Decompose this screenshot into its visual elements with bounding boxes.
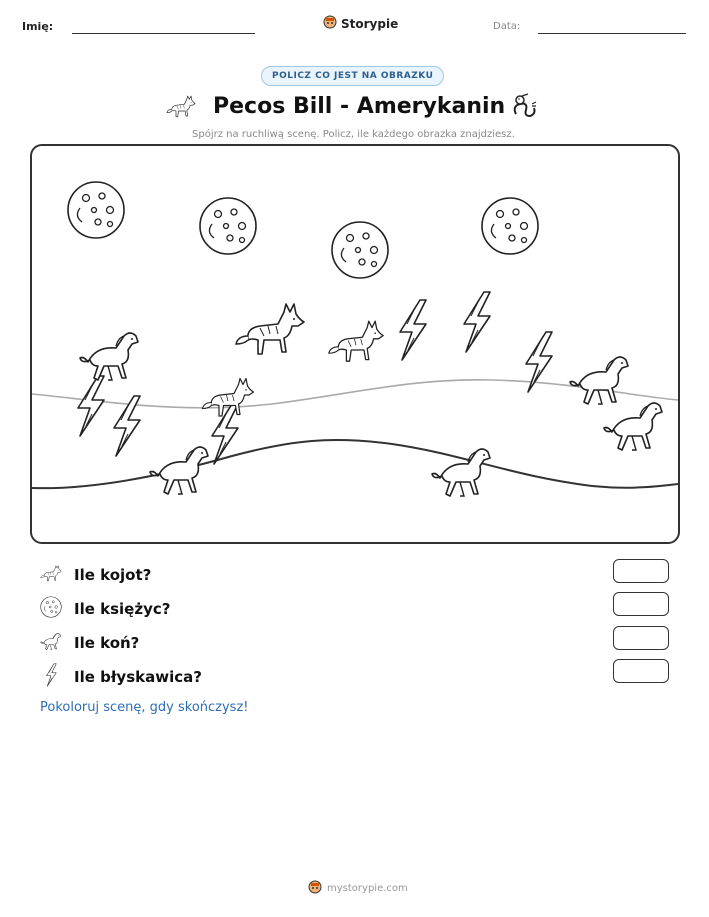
horse-item xyxy=(604,403,662,450)
answer-box-coyote[interactable] xyxy=(613,559,669,583)
moon-item xyxy=(482,198,538,254)
moon-icon xyxy=(40,596,62,622)
coyote-item xyxy=(329,321,383,361)
moon-item xyxy=(68,182,124,238)
moon-item xyxy=(200,198,256,254)
horse-item xyxy=(570,357,628,404)
coyote-item xyxy=(236,304,304,354)
storypie-mascot-icon xyxy=(308,880,322,897)
question-row-lightning xyxy=(40,660,672,694)
question-text: Ile księżyc? xyxy=(74,600,171,618)
question-row-moon xyxy=(40,592,672,626)
date-line[interactable] xyxy=(538,33,686,34)
brand-name: Storypie xyxy=(341,16,399,31)
question-text: Ile kojot? xyxy=(74,566,152,584)
activity-badge: POLICZ CO JEST NA OBRAZKU xyxy=(261,66,444,86)
horse-icon xyxy=(40,631,62,655)
instructions: Spójrz na ruchliwą scenę. Policz, ile każdego obrazka znajdziesz. xyxy=(192,129,515,140)
question-row-coyote xyxy=(40,558,672,592)
answer-box-lightning[interactable] xyxy=(613,659,669,683)
lightning-item xyxy=(400,300,426,360)
name-label: Imię: xyxy=(22,20,54,33)
hill-line-front xyxy=(32,440,678,488)
site-footer xyxy=(308,880,408,897)
brand-logo xyxy=(323,15,398,32)
lightning-item xyxy=(114,396,140,456)
answer-box-moon[interactable] xyxy=(613,592,669,616)
coyote-title-icon xyxy=(166,92,196,124)
horse-item xyxy=(80,333,138,380)
name-line[interactable] xyxy=(72,33,255,34)
moon-item xyxy=(332,222,388,278)
lightning-icon xyxy=(40,663,62,691)
question-row-horse xyxy=(40,626,672,660)
storypie-mascot-icon xyxy=(323,15,337,32)
answer-box-horse[interactable] xyxy=(613,626,669,650)
date-label: Data: xyxy=(493,21,521,32)
search-scene xyxy=(30,144,680,544)
horse-item xyxy=(432,449,490,496)
horse-item xyxy=(150,447,208,494)
site-url[interactable]: mystorypie.com xyxy=(327,883,408,894)
question-text: Ile koń? xyxy=(74,634,140,652)
lightning-item xyxy=(78,376,104,436)
page-title: Pecos Bill - Amerykanin xyxy=(213,94,506,119)
question-text: Ile błyskawica? xyxy=(74,668,202,686)
rattlesnake-icon xyxy=(510,92,538,124)
coloring-note: Pokoloruj scenę, gdy skończysz! xyxy=(40,700,249,715)
coyote-icon xyxy=(40,563,62,587)
lightning-item xyxy=(464,292,490,352)
questions-list xyxy=(40,558,672,694)
